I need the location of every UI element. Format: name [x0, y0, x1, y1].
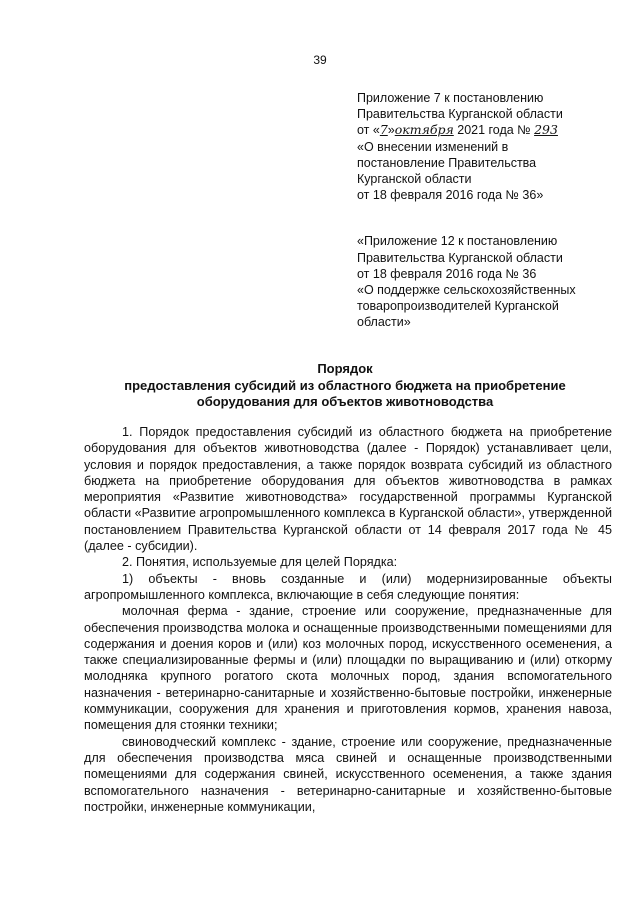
annex-line: от 18 февраля 2016 года № 36» — [357, 188, 544, 203]
title-line: Порядок — [317, 361, 373, 376]
date-quote: » — [387, 123, 395, 138]
date-year: 2021 года № — [453, 123, 535, 138]
handwritten-day: 7 — [379, 122, 388, 138]
document-title — [80, 361, 610, 411]
annex-header — [357, 90, 617, 331]
annex-line: постановление Правительства — [357, 155, 537, 170]
annex-date-line — [357, 122, 617, 138]
title-line: предоставления субсидий из областного бюджета на приобретение — [124, 377, 566, 393]
title-line: оборудования для объектов животноводства — [196, 394, 494, 409]
annex2-line: товаропроизводителей Курганской — [357, 299, 559, 314]
annex-line: Курганской области — [357, 172, 472, 187]
handwritten-month: октября — [394, 122, 454, 138]
body-paragraph: 2. Понятия, используемые для целей Порядка: — [122, 555, 398, 570]
annex-line: Приложение 7 к постановлению — [357, 91, 544, 105]
annex-line: Правительства Курганской области — [357, 107, 563, 122]
document-body — [84, 424, 612, 815]
page-number: 39 — [313, 53, 327, 67]
body-paragraph: 1) объекты - вновь созданные и (или) модернизированные объекты агропромышленного комплекса, включающие в себя следующие понятия: — [84, 571, 612, 602]
annex2-line: Правительства Курганской области — [357, 250, 563, 265]
annex2-line: «Приложение 12 к постановлению — [357, 234, 558, 249]
body-paragraph: свиноводческий комплекс - здание, строение или сооружение, предназначенные для обеспечения производства мяса свиней и оснащенные производственными помещениями для содержания свиней, искусственного осеменения, а также здания вспомогательного назначения - ветеринарно-санитарные и хозяйственно-бытовые постройки, инженерные коммуникации, — [84, 734, 612, 814]
annex-spacer — [357, 203, 617, 233]
annex2-line: области» — [357, 315, 411, 330]
annex2-line: «О поддержке сельскохозяйственных — [357, 283, 576, 298]
date-prefix: от « — [357, 123, 380, 138]
annex2-line: от 18 февраля 2016 года № 36 — [357, 266, 537, 281]
body-paragraph: молочная ферма - здание, строение или сооружение, предназначенные для обеспечения производства молока и оснащенные производственными помещениями для содержания и доения коров и (или) коз молочных пород, искусственного осеменения, а также специализированные фермы и (или) площадки по выращиванию и (или) откорму молодняка крупного рогатого скота молочных пород, здания вспомогательного назначения - ветеринарно-санитарные и хозяйственно-бытовые постройки, инженерные коммуникации, сооружения для хранения и приготовления кормов, хранения навоза, помещения для стоянки техники; — [84, 604, 612, 733]
body-paragraph: 1. Порядок предоставления субсидий из областного бюджета на приобретение оборудования для объектов животноводства (далее - Порядок) устанавливает цели, условия и порядок предоставления, а также порядок возврата субсидий из областного бюджета на приобретение оборудования для объектов животноводства в рамках мероприятия «Развитие животноводства» государственной программы Курганской области «Развитие агропромышленного комплекса в Курганской области», утвержденной постановлением Правительства Курганской области от 14 февраля 2017 года № 45 (далее - субсидии). — [84, 425, 612, 554]
handwritten-number: 293 — [534, 122, 558, 138]
annex-line: «О внесении изменений в — [357, 139, 509, 154]
